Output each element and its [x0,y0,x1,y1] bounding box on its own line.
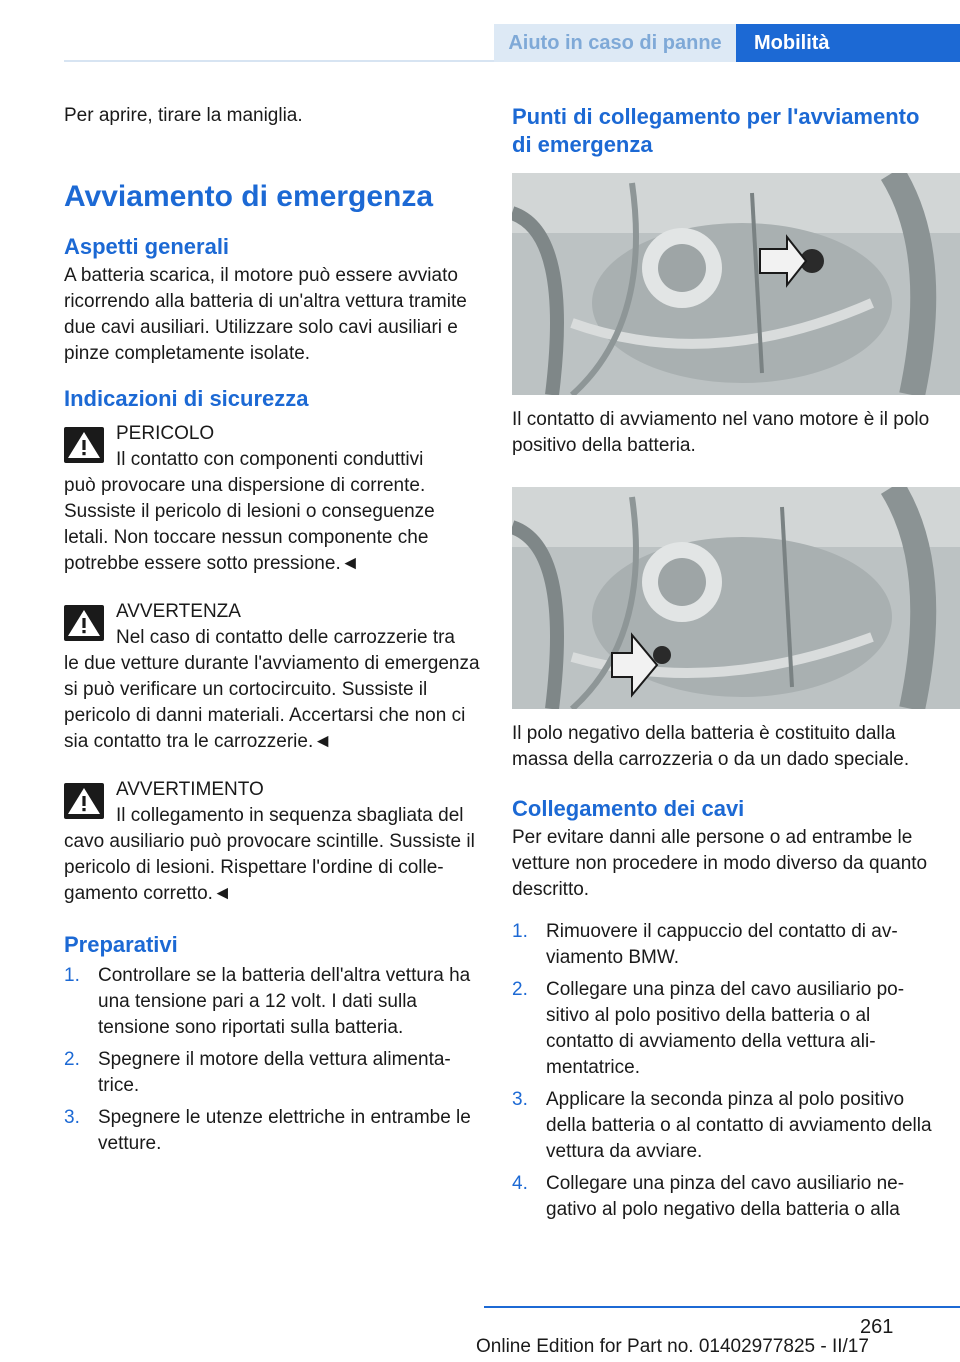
list-item [512,919,932,971]
list-item [512,1087,932,1165]
warning-body-first-line: Il contatto con componenti conduttivi [116,449,424,470]
step-text: Collegare una pinza del cavo ausiliario negativo al polo negativo della batteria o alla [546,1173,905,1220]
warning-body-rest: può provocare una dispersione di corrente. Sussiste il pericolo di lesioni o conseguenze letali. Non toccare nessun componente che potrebbe essere sotto pressione.◄ [64,475,435,574]
step-text: Applicare la seconda pinza al polo positivo della batteria o al contatto di avviamento della vettura da avviare. [546,1089,932,1162]
points-heading: Punti di collegamento per l'avviamento di emergenza [512,104,920,157]
step-number: 2. [64,1049,80,1070]
warning-triangle-icon [64,605,104,641]
cable-steps [512,919,932,1223]
step-number: 2. [512,979,528,1000]
step-number: 4. [512,1173,528,1194]
cables-text: Per evitare danni alle persone o ad entrambe le vetture non procedere in modo diverso da quanto descritto. [512,827,928,900]
caption-positive: Il contatto di avviamento nel vano motore è il polo positivo della batteria. [512,409,930,456]
step-text: Spegnere il motore della vettura alimentatrice. [98,1049,451,1096]
list-item [64,1105,484,1157]
step-number: 3. [512,1089,528,1110]
warning-triangle-icon [64,427,104,463]
list-item [64,1047,484,1099]
engine-bay-negative-photo [512,487,960,709]
chapter-tab[interactable]: Mobilità [736,24,960,62]
caption-negative: Il polo negativo della batteria è costituito dalla massa della carrozzeria o da un dado speciale. [512,723,910,770]
section-tab[interactable]: Aiuto in caso di panne [494,24,736,62]
list-item [64,963,484,1041]
warning-body [64,447,484,577]
right-column [512,103,932,1229]
general-text: A batteria scarica, il motore può essere avviato ricorrendo alla batteria di un'altra vettura tramite due cavi ausiliari. Utilizzare solo cavi ausiliari e pinze completamente isolate. [64,265,467,364]
step-text: Controllare se la batteria dell'altra vettura ha una tensione pari a 12 volt. I dati sulla tensione sono riportati sulla batteria. [98,965,471,1038]
prep-heading: Preparativi [64,932,178,957]
left-column [64,103,484,1163]
prep-steps [64,963,484,1157]
warning-notice [64,777,484,907]
cables-heading: Collegamento dei cavi [512,796,745,821]
edition-note: Online Edition for Part no. 01402977825 - II/17 [476,1336,869,1357]
step-text: Rimuovere il cappuccio del contatto di avviamento BMW. [546,921,898,968]
warning-title: AVVERTENZA [116,601,241,622]
warning-body [64,803,484,907]
step-number: 1. [64,965,80,986]
warning-body-rest: le due vetture durante l'avviamento di emergenza si può verificare un cortocircuito. Sussiste il pericolo di danni materiali. Accertarsi che non ci sia contatto tra le carrozzerie.◄ [64,653,480,752]
warning-title: PERICOLO [116,423,215,444]
step-number: 1. [512,921,528,942]
list-item [512,977,932,1081]
step-text: Spegnere le utenze elettriche in entrambe le vetture. [98,1107,471,1154]
list-item [512,1171,932,1223]
warning-body [64,625,484,755]
engine-bay-positive-photo [512,173,960,395]
warning-title: AVVERTIMENTO [116,779,264,800]
footer-rule [484,1306,960,1308]
page-number: 261 [860,1316,894,1338]
warning-danger [64,421,484,577]
step-text: Collegare una pinza del cavo ausiliario positivo al polo positivo della batteria o al contatto di avviamento della vettura alimentatrice. [546,979,905,1078]
step-number: 3. [64,1107,80,1128]
warning-body-rest: cavo ausiliario può provocare scintille. Sussiste il pericolo di lesioni. Rispettare l'ordine di collegamento corretto.◄ [64,831,475,904]
warning-caution [64,599,484,755]
warning-body-first-line: Il collegamento in sequenza sbagliata del [116,805,464,826]
safety-heading: Indicazioni di sicurezza [64,386,309,411]
warning-body-first-line: Nel caso di contatto delle carrozzerie tra [116,627,455,648]
intro-text: Per aprire, tirare la maniglia. [64,105,303,126]
page-title: Avviamento di emergenza [64,180,434,213]
general-heading: Aspetti generali [64,234,230,259]
warning-triangle-icon [64,783,104,819]
